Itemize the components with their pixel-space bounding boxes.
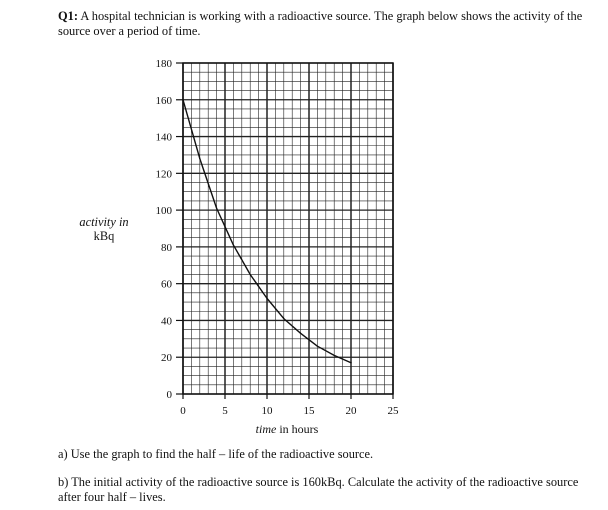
question-body: A hospital technician is working with a radioactive source. The graph below shows the activity of the source over a period of time.: [58, 9, 583, 38]
part-a-text: a) Use the graph to find the half – life of the radioactive source.: [58, 447, 374, 461]
x-axis-label-rest: in hours: [276, 422, 319, 436]
y-tick-label: 80: [161, 241, 172, 254]
x-tick-label: 10: [261, 405, 273, 417]
y-tick-label: 0: [166, 389, 172, 401]
decay-curve-point: [199, 158, 200, 159]
x-tick-label: 5: [222, 405, 228, 417]
y-tick-label: 100: [155, 205, 172, 218]
decay-curve-point: [300, 333, 301, 334]
decay-curve-point: [317, 346, 318, 347]
x-tick-label: 0: [180, 405, 186, 417]
decay-curve-point: [233, 244, 234, 245]
decay-curve-point: [283, 318, 284, 319]
y-tick-label: 140: [155, 131, 172, 144]
y-tick-label: 60: [161, 278, 172, 291]
y-tick-label: 180: [155, 58, 172, 70]
x-tick-label: 15: [303, 405, 315, 417]
y-tick-label: 160: [155, 94, 172, 107]
x-tick-label: 20: [345, 405, 357, 417]
x-axis-label-italic: time: [255, 422, 277, 436]
decay-curve-point: [350, 362, 351, 363]
decay-curve-point: [334, 355, 335, 356]
y-tick-label: 120: [155, 168, 172, 181]
decay-curve-point: [266, 298, 267, 299]
y-axis-label-line2: kBq: [93, 229, 115, 243]
decay-curve-point: [182, 99, 183, 100]
question-number: Q1:: [58, 9, 78, 23]
chart-grid: [183, 63, 393, 394]
x-axis-label: [256, 422, 319, 436]
part-b-text: b) The initial activity of the radioactive source is 160kBq. Calculate the activity of the radioactive source after four half – lives.: [58, 475, 579, 504]
decay-curve-point: [250, 274, 251, 275]
y-tick-label: 20: [161, 352, 172, 365]
y-tick-label: 40: [161, 315, 172, 328]
x-tick-label: 25: [387, 405, 399, 417]
y-axis-label-line1: activity in: [79, 215, 129, 229]
decay-curve-point: [216, 208, 217, 209]
